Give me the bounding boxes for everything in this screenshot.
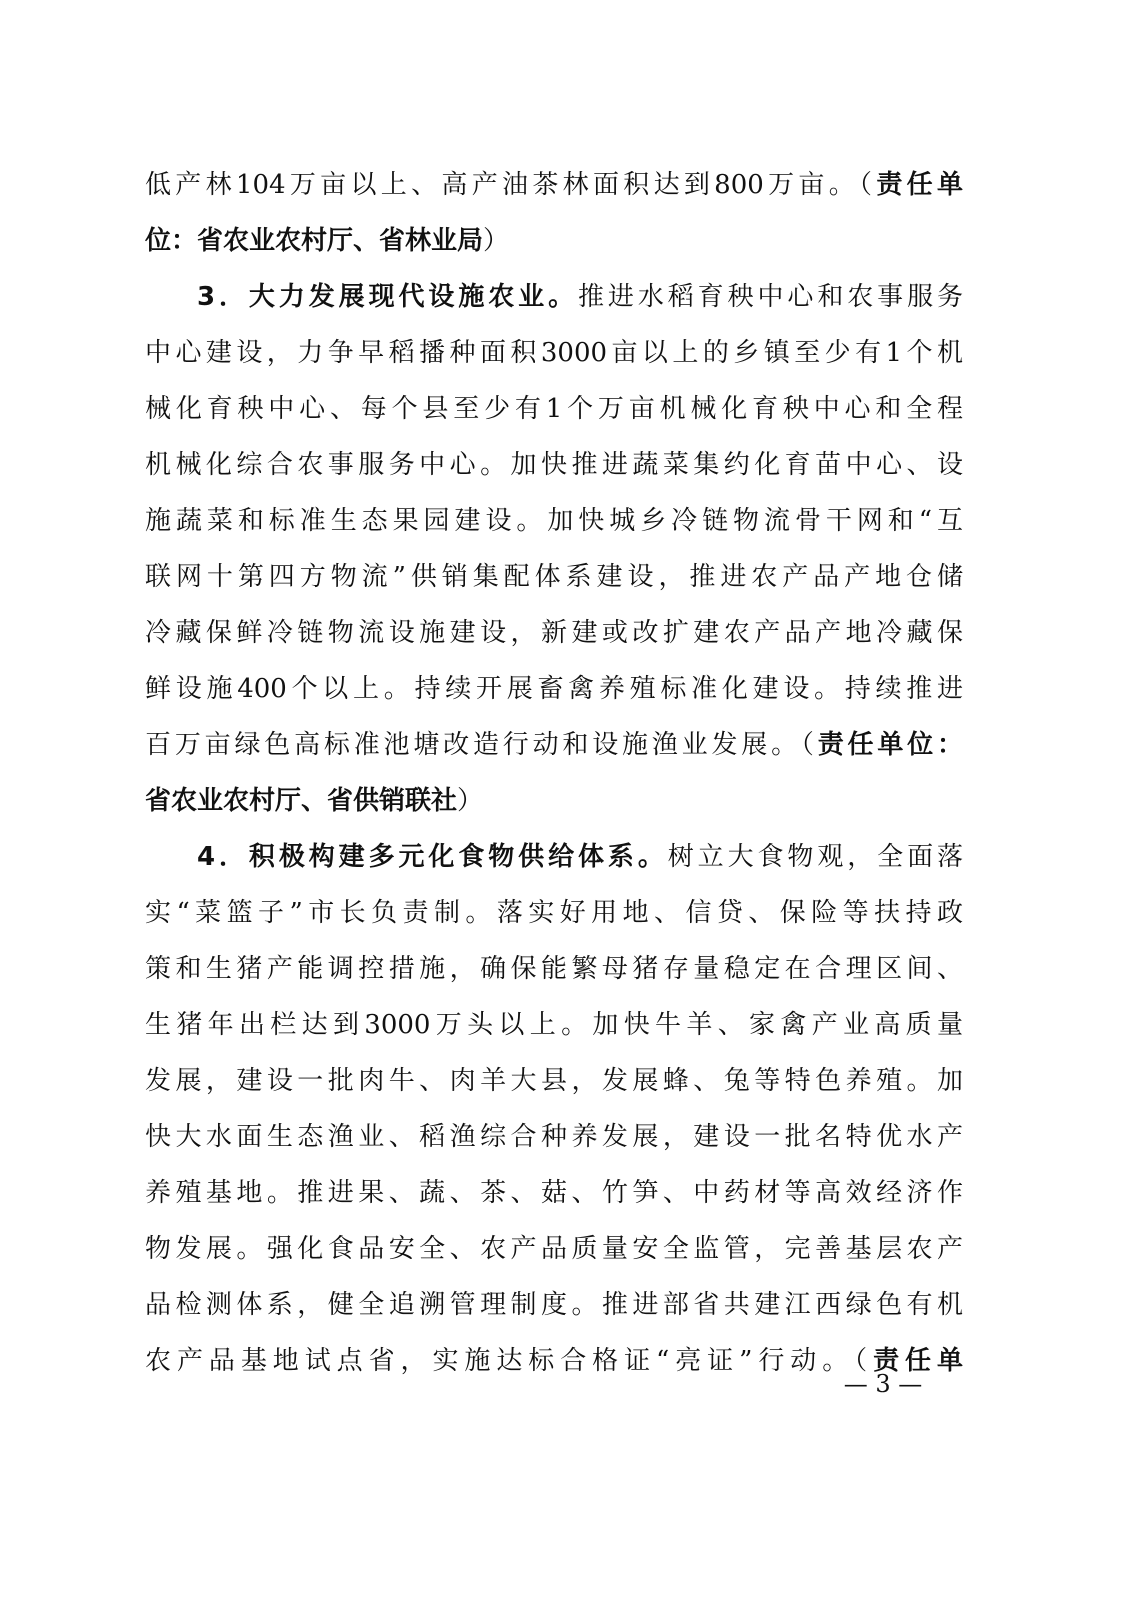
text-segment: 鲜设施400个以上。持续开展畜禽养殖标准化建设。持续推进 (145, 674, 963, 704)
text-segment: 发展，建设一批肉牛、肉羊大县，发展蜂、兔等特色养殖。加 (145, 1066, 963, 1096)
text-line (145, 269, 963, 325)
text-line (145, 605, 963, 661)
text-line (145, 1165, 963, 1221)
bold-text-segment: 责任单 (876, 170, 963, 200)
text-line (145, 717, 963, 773)
text-line (145, 773, 963, 829)
text-line (145, 213, 963, 269)
text-line (145, 1053, 963, 1109)
text-segment: 策和生猪产能调控措施，确保能繁母猪存量稳定在合理区间、 (145, 954, 963, 984)
text-line (145, 997, 963, 1053)
text-line (145, 493, 963, 549)
text-line (145, 157, 963, 213)
text-line (145, 829, 963, 885)
page-number: — 3 — (843, 1370, 923, 1398)
bold-text-segment: 4．积极构建多元化食物供给体系。 (197, 842, 668, 872)
text-line (145, 941, 963, 997)
bold-text-segment: 责任单 (873, 1346, 963, 1376)
text-segment: 推进水稻育秧中心和农事服务 (578, 282, 963, 312)
text-line (145, 437, 963, 493)
text-segment: 联网十第四方物流”供销集配体系建设，推进农产品产地仓储 (145, 562, 963, 592)
text-segment: 实“菜篮子”市长负责制。落实好用地、信贷、保险等扶持政 (145, 898, 963, 928)
text-segment: 械化育秧中心、每个县至少有1个万亩机械化育秧中心和全程 (145, 394, 963, 424)
bold-text-segment: 省农业农村厅、省供销联社 (145, 786, 458, 816)
text-line (145, 381, 963, 437)
text-segment: 树立大食物观，全面落 (667, 842, 963, 872)
text-segment: 施蔬菜和标准生态果园建设。加快城乡冷链物流骨干网和“互 (145, 506, 963, 536)
text-segment: 物发展。强化食品安全、农产品质量安全监管，完善基层农产 (145, 1234, 963, 1264)
text-segment: 低产林104万亩以上、高产油茶林面积达到800万亩。（ (145, 170, 877, 200)
text-line (145, 1109, 963, 1165)
text-segment: ） (483, 226, 510, 256)
text-segment: 机械化综合农事服务中心。加快推进蔬菜集约化育苗中心、设 (145, 450, 963, 480)
bold-text-segment: 3．大力发展现代设施农业。 (197, 282, 578, 312)
text-segment: 生猪年出栏达到3000万头以上。加快牛羊、家禽产业高质量 (145, 1010, 963, 1040)
text-segment: 农产品基地试点省，实施达标合格证“亮证”行动。（ (145, 1346, 874, 1376)
text-segment: 百万亩绿色高标准池塘改造行动和设施渔业发展。（ (145, 730, 818, 760)
text-line (145, 885, 963, 941)
text-line (145, 1221, 963, 1277)
text-segment: 快大水面生态渔业、稻渔综合种养发展，建设一批名特优水产 (145, 1122, 963, 1152)
text-segment: 品检测体系，健全追溯管理制度。推进部省共建江西绿色有机 (145, 1290, 963, 1320)
bold-text-segment: 责任单位： (817, 730, 963, 760)
text-line (145, 325, 963, 381)
bold-text-segment: 位：省农业农村厅、省林业局 (145, 226, 484, 256)
document-body (145, 157, 963, 1389)
text-line (145, 1277, 963, 1333)
text-line (145, 549, 963, 605)
text-line (145, 661, 963, 717)
text-segment: 冷藏保鲜冷链物流设施建设，新建或改扩建农产品产地冷藏保 (145, 618, 963, 648)
text-segment: 中心建设，力争早稻播种面积3000亩以上的乡镇至少有1个机 (145, 338, 963, 368)
text-segment: ） (457, 786, 484, 816)
text-segment: 养殖基地。推进果、蔬、茶、菇、竹笋、中药材等高效经济作 (145, 1178, 963, 1208)
